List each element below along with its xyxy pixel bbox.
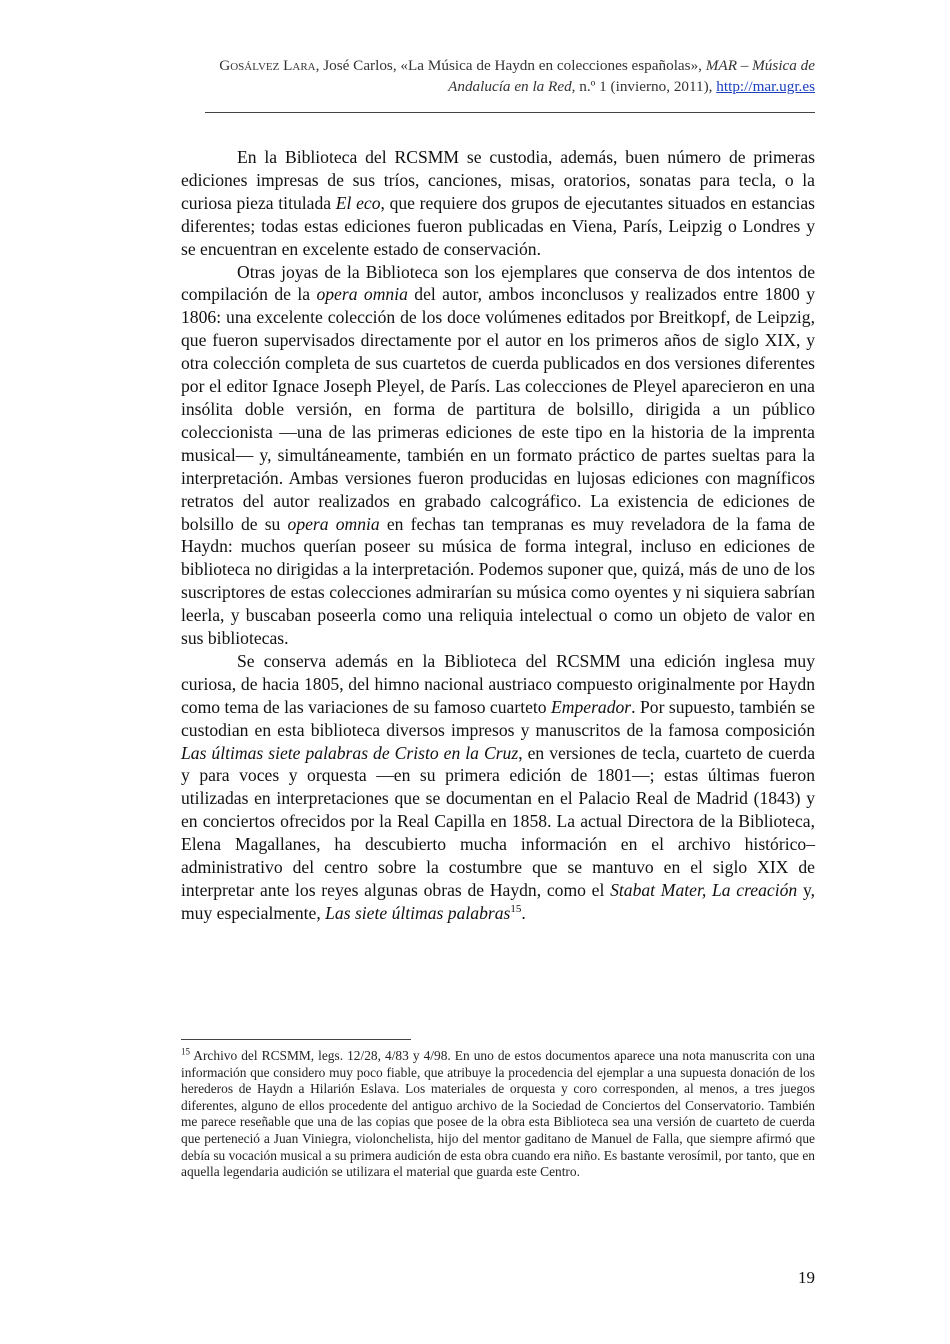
header-author: Gosálvez Lara — [219, 57, 316, 74]
p1-text-a: En la Biblioteca del RCSMM se custodia, además, buen número de primeras ediciones impresas de sus tríos, canciones, misas, oratorios, sonatas para tecla, o la curiosa pieza titulada — [181, 147, 815, 213]
paragraph-3 — [181, 650, 815, 925]
p3-title-emperador: Emperador — [551, 696, 632, 717]
footnote-number: 15 — [181, 1046, 190, 1057]
p3-text-d: de interpretar ante los reyes algunas obras de Haydn, como el — [181, 857, 815, 900]
p2-century: XIX — [764, 330, 796, 351]
paragraph-1 — [181, 146, 815, 261]
p3-text-c: , en versiones de tecla, cuarteto de cuerda y para voces y orquesta —en su primera edición de 1801—; estas últimas fueron utilizadas en interpretaciones que se documentan en el Palacio Real de Madrid (1843) y en conciertos ofrecidos por la Real Capilla en 1858. La actual Directora de la Biblioteca, Elena Magallanes, ha descubierto mucha información en el archivo histórico–administrativo del centro sobre la costumbre que se mantuvo en el siglo — [181, 742, 815, 878]
p2-text-b: del autor, ambos inconclusos y realizados entre 1800 y 1806: una excelente colección de los doce volúmenes editados por Breitkopf, de Leipzig, que fueron supervisados directamente por el autor en los primeros años de siglo — [181, 284, 816, 351]
p3-text-e: y, muy especialmente, — [181, 880, 815, 923]
header-rule — [205, 112, 815, 113]
header-journal-line2: Andalucía en la Red — [448, 78, 572, 95]
header-url-link[interactable]: http://mar.ugr.es — [716, 78, 815, 95]
footnote-15 — [181, 1048, 815, 1181]
body-text — [181, 146, 815, 925]
p1-title-el-eco: El eco — [335, 192, 381, 213]
header-issue: , n.º 1 (invierno, 2011), — [571, 78, 717, 95]
p2-text-d: en fechas tan tempranas es muy reveladora de la fama de Haydn: muchos querían poseer su música de forma integral, incluso en ediciones de biblioteca no dirigidas a la interpretación. Podemos suponer que, quizá, más de uno de los suscriptores de estas colecciones admirarían su música como oyentes y ni siquiera sabrían leerla, y buscaban poseerla como una reliquia intelectual o como un objeto de valor en sus bibliotecas. — [181, 513, 815, 649]
p3-text-f: . — [521, 902, 526, 923]
p3-text-a: Se conserva además en la Biblioteca del RCSMM una edición inglesa muy curiosa, de hacia 1805, del himno nacional austriaco compuesto originalmente por Haydn como tema de las variaciones de su famoso cuarteto — [181, 650, 815, 717]
p2-text-c: , y otra colección completa de sus cuartetos de cuerda publicados en dos versiones diferentes por el editor Ignace Joseph Pleyel, de París. Las colecciones de Pleyel aparecieron en una insólita doble versión, en forma de partitura de bolsillo, dirigida a un público coleccionista —una de las primeras ediciones de este tipo en la historia de la imprenta musical— y, simultáneamente, también en un formato práctico de partes sueltas para la interpretación. Ambas versiones fueron producidas en lujosas ediciones con magníficos retratos del autor realizados en grabado calcográfico. La existencia de ediciones de bolsillo de su — [181, 330, 815, 534]
p3-text-b: . Por supuesto, también se custodian en esta biblioteca diversos impresos y manuscritos de la famosa composición — [181, 696, 815, 740]
p3-century: XIX — [757, 857, 789, 878]
header-journal-line1: MAR – Música de — [705, 57, 815, 74]
p3-title-siete-palabras: Las siete últimas palabras — [325, 902, 511, 923]
p3-title-stabat-creacion: Stabat Mater, La creación — [610, 880, 798, 900]
footnote-reference[interactable]: 15 — [510, 903, 522, 916]
header-citation: , José Carlos, «La Música de Haydn en colecciones españolas», — [315, 57, 706, 74]
p1-text-b: , que requiere dos grupos de ejecutantes situados en estancias diferentes; todas estas ediciones fueron publicadas en Viena, París, Leipzig o Londres y se encuentran en excelente estado de conservación. — [181, 192, 815, 259]
p2-opera-omnia-1: opera omnia — [316, 284, 408, 305]
p3-title-ultimas-palabras: Las últimas siete palabras de Cristo en la Cruz — [181, 742, 519, 763]
p2-text-a: Otras joyas de la Biblioteca son los ejemplares que conserva de dos intentos de compilación de la — [181, 261, 815, 305]
page-number: 19 — [798, 1268, 815, 1287]
p2-opera-omnia-2: opera omnia — [287, 513, 380, 534]
paragraph-2 — [181, 261, 815, 650]
running-header — [200, 55, 815, 97]
footnote-rule — [181, 1039, 411, 1040]
footnote-text: Archivo del RCSMM, legs. 12/28, 4/83 y 4/98. En uno de estos documentos aparece una nota manuscrita con una información que considero muy poco fiable, que atribuye la procedencia del ejemplar a una supuesta donación de los herederos de Haydn a Hilarión Eslava. Los materiales de orquesta y coro corresponden, al menos, a tres juegos diferentes, alguno de ellos procedente del antiguo archivo de la Sociedad de Conciertos del Conservatorio. También me parece reseñable que una de las copias que posee de la obra esta Biblioteca sea una versión de cuarteto de cuerda que perteneció a Juan Viniegra, violonchelista, hijo del mentor gaditano de Manuel de Falla, que siempre afirmó que debía su vocación musical a su primera audición de esta obra cuando era niño. Es bastante verosímil, por tanto, que en aquella legendaria audición se utilizara el material que guarda este Centro. — [181, 1048, 815, 1180]
